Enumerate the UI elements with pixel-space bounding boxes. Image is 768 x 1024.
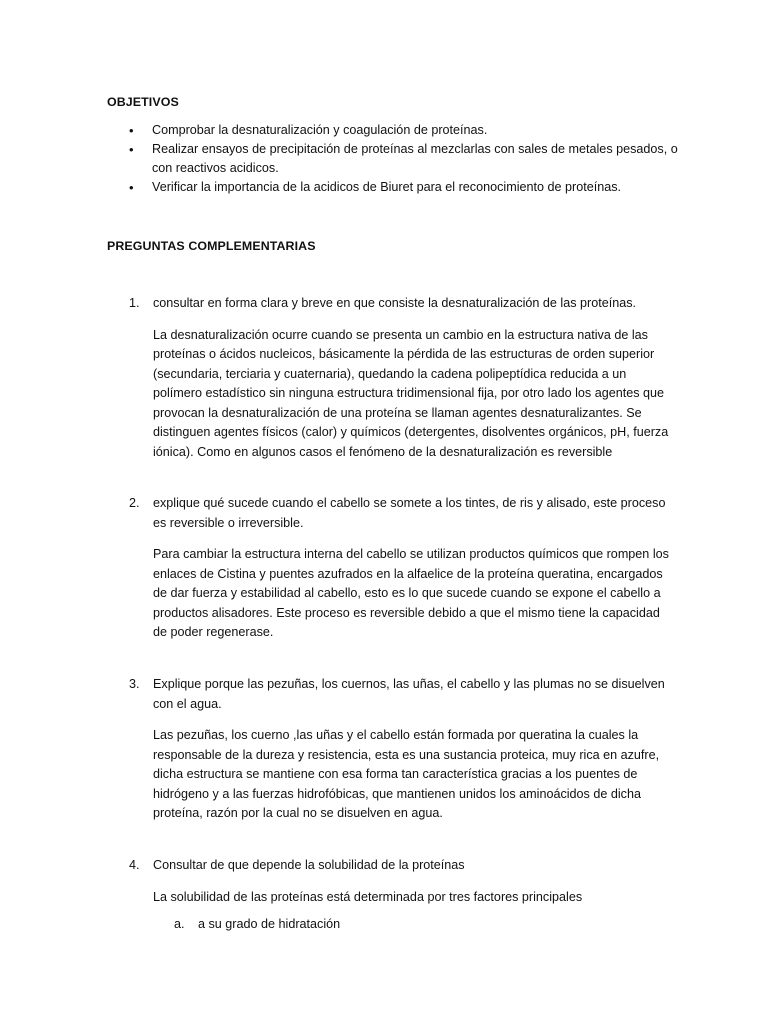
question-text: Consultar de que depende la solubilidad de la proteínas xyxy=(153,858,465,872)
answer-text: Para cambiar la estructura interna del cabello se utilizan productos químicos que rompen los enlaces de Cistina y puentes azufrados en la alfaelice de la proteína queratina, encargados de dar fuerza y estabilidad al cabello, esto es lo que sucede cuando se expone el cabello a productos alisadores. Este proceso es reversible debido a que el mismo tiene la capacidad de poder regenerase. xyxy=(153,547,669,640)
objetivo-text: Realizar ensayos de precipitación de proteínas al mezclarlas con sales de metales pesados, o con reactivos acidicos. xyxy=(152,142,678,175)
sub-list-item xyxy=(174,915,340,934)
answer-text: La desnaturalización ocurre cuando se presenta un cambio en la estructura nativa de las proteínas o ácidos nucleicos, básicamente la pérdida de las estructuras de orden superior (secundaria, terciaria y cuaternaria), quedando la cadena polipeptídica reducida a un polímero estadístico sin ninguna estructura tridimensional fija, por otro lado los agentes que provocan la desnaturalización de una proteína se llaman agentes desnaturalizantes. Se distinguen agentes físicos (calor) y químicos (detergentes, disolventes orgánicos, pH, fuerza iónica). Como en algunos casos el fenómeno de la desnaturalización es reversible xyxy=(153,327,669,460)
objetivo-text: Comprobar la desnaturalización y coagulación de proteínas. xyxy=(152,123,488,137)
preguntas-heading: PREGUNTAS COMPLEMENTARIAS xyxy=(107,239,316,253)
question-block-3 xyxy=(129,675,689,824)
question-number: 1. xyxy=(129,296,140,310)
bullet-icon: • xyxy=(129,123,134,138)
answer-text: La solubilidad de las proteínas está determinada por tres factores principales xyxy=(153,889,583,904)
question-text: explique qué sucede cuando el cabello se somete a los tintes, de ris y alisado, este proceso es reversible o irreversible. xyxy=(153,496,666,530)
bullet-icon: • xyxy=(129,142,134,157)
answer-text: Las pezuñas, los cuerno ,las uñas y el cabello están formada por queratina la cuales la responsable de la dureza y resistencia, esta es una sustancia proteica, muy rica en azufre, dicha estructura se mantiene con esa forma tan característica gracias a los puentes de hidrógeno y a las fuerzas hidrofóbicas, que mantienen unidos los aminoácidos de dicha proteína, razón por la cual no se disuelven en agua. xyxy=(153,728,660,821)
list-item xyxy=(107,178,687,197)
question-block-4 xyxy=(129,856,689,907)
question-number: 4. xyxy=(129,858,140,872)
sub-item-text: a su grado de hidratación xyxy=(198,917,341,931)
question-text: Explique porque las pezuñas, los cuernos, las uñas, el cabello y las plumas no se disuelven con el agua. xyxy=(153,677,665,711)
objetivos-list xyxy=(107,121,687,197)
sub-item-letter: a. xyxy=(174,917,185,931)
list-item xyxy=(107,140,687,178)
question-text: consultar en forma clara y breve en que consiste la desnaturalización de las proteínas. xyxy=(153,296,637,310)
list-item xyxy=(107,121,687,140)
objetivo-text: Verificar la importancia de la acidicos de Biuret para el reconocimiento de proteínas. xyxy=(152,180,622,194)
question-number: 2. xyxy=(129,496,140,510)
bullet-icon: • xyxy=(129,180,134,195)
question-block-1 xyxy=(129,294,689,463)
question-block-2 xyxy=(129,494,689,643)
objetivos-heading: OBJETIVOS xyxy=(107,95,179,109)
question-number: 3. xyxy=(129,677,140,691)
